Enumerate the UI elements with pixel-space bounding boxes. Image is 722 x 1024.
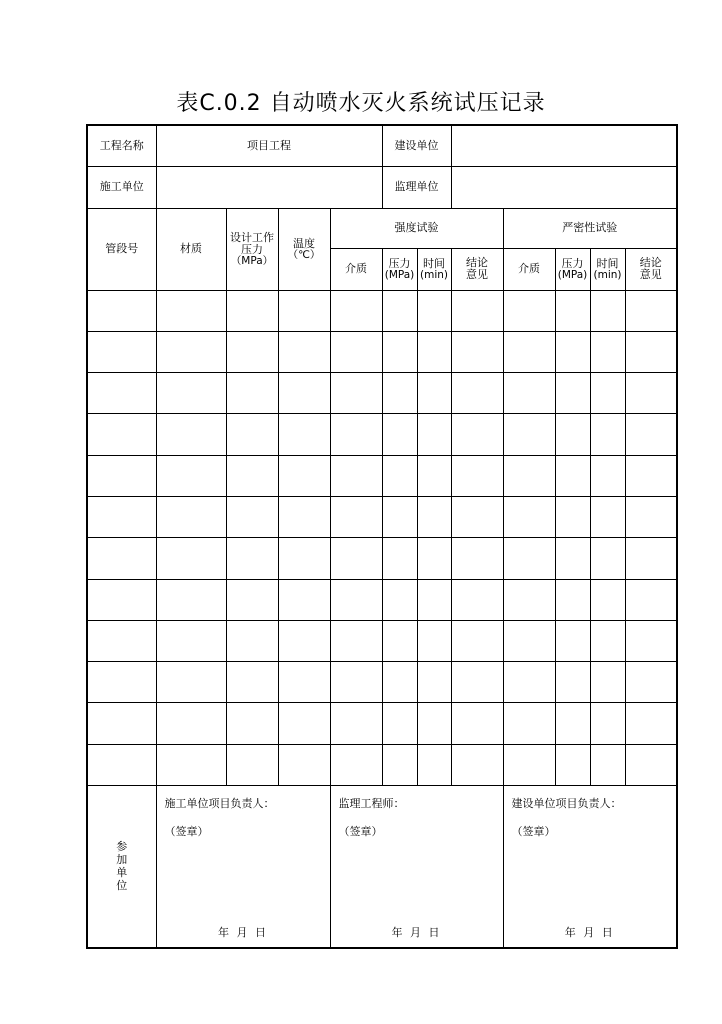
table-cell[interactable] xyxy=(382,331,417,372)
table-cell[interactable] xyxy=(451,538,503,579)
table-cell[interactable] xyxy=(382,290,417,331)
table-row xyxy=(87,538,677,579)
table-cell[interactable] xyxy=(625,703,677,744)
table-row xyxy=(87,290,677,331)
table-row xyxy=(87,414,677,455)
strength-pressure-unit: (MPa) xyxy=(384,268,415,281)
table-cell[interactable] xyxy=(87,455,156,496)
table-cell[interactable] xyxy=(226,620,278,661)
table-cell[interactable] xyxy=(278,290,330,331)
table-cell[interactable] xyxy=(555,579,590,620)
table-cell[interactable] xyxy=(278,703,330,744)
table-cell[interactable] xyxy=(330,414,382,455)
table-cell[interactable] xyxy=(503,579,555,620)
table-cell[interactable] xyxy=(555,538,590,579)
table-cell[interactable] xyxy=(87,703,156,744)
table-cell[interactable] xyxy=(625,579,677,620)
table-cell[interactable] xyxy=(555,414,590,455)
table-cell[interactable] xyxy=(417,662,451,703)
table-cell[interactable] xyxy=(87,620,156,661)
table-cell[interactable] xyxy=(278,744,330,785)
table-cell[interactable] xyxy=(330,331,382,372)
signature-title: 建设单位项目负责人： xyxy=(511,797,622,811)
signature-stamp: （签章） xyxy=(164,825,209,839)
table-cell[interactable] xyxy=(382,496,417,537)
participants-row xyxy=(87,786,677,948)
table-cell[interactable] xyxy=(503,620,555,661)
pressure-test-form xyxy=(86,124,678,949)
table-row xyxy=(87,331,677,372)
strength-conclusion-label: 结论意见 xyxy=(466,256,488,281)
table-cell[interactable] xyxy=(503,496,555,537)
table-cell[interactable] xyxy=(87,290,156,331)
tightness-pressure-label: 压力 xyxy=(561,256,584,270)
table-cell[interactable] xyxy=(278,496,330,537)
table-cell[interactable] xyxy=(156,290,226,331)
table-cell[interactable] xyxy=(226,703,278,744)
table-cell[interactable] xyxy=(278,331,330,372)
participants-label-cell xyxy=(87,786,156,948)
table-cell[interactable] xyxy=(590,703,625,744)
table-cell[interactable] xyxy=(625,331,677,372)
signature-date: 年 月 日 xyxy=(218,925,268,939)
signature-date: 年 月 日 xyxy=(564,925,615,939)
project-name-field[interactable]: 项目工程 xyxy=(156,125,382,166)
table-cell[interactable] xyxy=(87,331,156,372)
temperature-unit: （℃） xyxy=(287,248,321,261)
table-cell[interactable] xyxy=(417,331,451,372)
supervision-unit-label: 监理单位 xyxy=(382,166,451,208)
table-cell[interactable] xyxy=(382,703,417,744)
table-cell[interactable] xyxy=(382,744,417,785)
tightness-time-header xyxy=(590,248,625,290)
table-cell[interactable] xyxy=(625,373,677,414)
signature-stamp: （签章） xyxy=(511,825,556,839)
table-cell[interactable] xyxy=(451,662,503,703)
table-cell[interactable] xyxy=(451,620,503,661)
project-row xyxy=(87,125,677,166)
table-cell[interactable] xyxy=(382,579,417,620)
signature-title: 监理工程师： xyxy=(338,797,405,811)
table-cell[interactable] xyxy=(590,496,625,537)
table-cell[interactable] xyxy=(503,373,555,414)
design-pressure-unit: （MPa） xyxy=(230,254,274,267)
strength-pressure-header xyxy=(382,248,417,290)
construction-row xyxy=(87,166,677,208)
table-cell[interactable] xyxy=(555,662,590,703)
table-cell[interactable] xyxy=(555,620,590,661)
tightness-conclusion-label: 结论意见 xyxy=(639,256,662,281)
table-cell[interactable] xyxy=(417,373,451,414)
table-cell[interactable] xyxy=(226,744,278,785)
table-cell[interactable] xyxy=(590,579,625,620)
signature-stamp: （签章） xyxy=(338,825,383,839)
tightness-pressure-header xyxy=(555,248,590,290)
table-row xyxy=(87,496,677,537)
table-row xyxy=(87,373,677,414)
table-cell[interactable] xyxy=(278,373,330,414)
table-cell[interactable] xyxy=(278,620,330,661)
supervision-unit-field[interactable] xyxy=(451,166,677,208)
table-cell[interactable] xyxy=(278,538,330,579)
material-header: 材质 xyxy=(156,208,226,290)
table-cell[interactable] xyxy=(625,290,677,331)
table-cell[interactable] xyxy=(625,744,677,785)
tightness-conclusion-header xyxy=(625,248,677,290)
table-cell[interactable] xyxy=(278,579,330,620)
table-cell[interactable] xyxy=(382,455,417,496)
table-cell[interactable] xyxy=(156,579,226,620)
table-cell[interactable] xyxy=(590,455,625,496)
table-cell[interactable] xyxy=(555,703,590,744)
table-cell[interactable] xyxy=(382,538,417,579)
strength-conclusion-header xyxy=(451,248,503,290)
strength-time-unit: (min) xyxy=(420,268,448,281)
table-row xyxy=(87,744,677,785)
participants-label: 参加单位 xyxy=(116,840,128,893)
table-cell[interactable] xyxy=(330,662,382,703)
strength-time-header xyxy=(417,248,451,290)
signature-date: 年 月 日 xyxy=(391,925,442,939)
table-cell[interactable] xyxy=(87,414,156,455)
table-cell[interactable] xyxy=(503,662,555,703)
table-cell[interactable] xyxy=(590,744,625,785)
builder-unit-label: 建设单位 xyxy=(382,125,451,166)
table-cell[interactable] xyxy=(156,662,226,703)
project-name-label: 工程名称 xyxy=(87,125,156,166)
signature-title: 施工单位项目负责人： xyxy=(164,797,275,811)
table-cell[interactable] xyxy=(555,744,590,785)
table-row xyxy=(87,620,677,661)
table-row xyxy=(87,703,677,744)
table-cell[interactable] xyxy=(625,662,677,703)
table-cell[interactable] xyxy=(451,703,503,744)
table-cell[interactable] xyxy=(330,496,382,537)
table-cell[interactable] xyxy=(382,662,417,703)
table-cell[interactable] xyxy=(590,620,625,661)
construction-unit-field[interactable] xyxy=(156,166,382,208)
table-cell[interactable] xyxy=(590,414,625,455)
table-cell[interactable] xyxy=(590,290,625,331)
table-cell[interactable] xyxy=(451,744,503,785)
table-cell[interactable] xyxy=(87,579,156,620)
table-cell[interactable] xyxy=(451,496,503,537)
table-cell[interactable] xyxy=(625,620,677,661)
table-cell[interactable] xyxy=(417,290,451,331)
table-cell[interactable] xyxy=(451,373,503,414)
table-cell[interactable] xyxy=(87,744,156,785)
table-cell[interactable] xyxy=(451,579,503,620)
table-cell[interactable] xyxy=(382,373,417,414)
table-cell[interactable] xyxy=(330,744,382,785)
table-cell[interactable] xyxy=(330,703,382,744)
table-cell[interactable] xyxy=(590,538,625,579)
table-cell[interactable] xyxy=(555,290,590,331)
strength-test-header: 强度试验 xyxy=(330,208,503,248)
table-row xyxy=(87,455,677,496)
table-cell[interactable] xyxy=(417,496,451,537)
table-cell[interactable] xyxy=(382,414,417,455)
table-row xyxy=(87,579,677,620)
table-cell[interactable] xyxy=(330,538,382,579)
table-cell[interactable] xyxy=(625,455,677,496)
strength-time-label: 时间 xyxy=(423,256,445,270)
strength-medium-header: 介质 xyxy=(330,248,382,290)
tightness-test-header: 严密性试验 xyxy=(503,208,677,248)
strength-pressure-label: 压力 xyxy=(388,256,411,270)
table-cell[interactable] xyxy=(417,579,451,620)
table-cell[interactable] xyxy=(417,414,451,455)
table-cell[interactable] xyxy=(451,414,503,455)
table-cell[interactable] xyxy=(503,455,555,496)
table-cell[interactable] xyxy=(156,703,226,744)
table-cell[interactable] xyxy=(278,455,330,496)
table-cell[interactable] xyxy=(503,744,555,785)
table-cell[interactable] xyxy=(156,538,226,579)
table-cell[interactable] xyxy=(330,373,382,414)
temperature-header xyxy=(278,208,330,290)
table-cell[interactable] xyxy=(417,538,451,579)
signature-construction[interactable] xyxy=(156,786,330,948)
table-cell[interactable] xyxy=(417,744,451,785)
table-cell[interactable] xyxy=(382,620,417,661)
tightness-medium-header: 介质 xyxy=(503,248,555,290)
table-cell[interactable] xyxy=(226,455,278,496)
builder-unit-field[interactable] xyxy=(451,125,677,166)
table-cell[interactable] xyxy=(156,455,226,496)
table-cell[interactable] xyxy=(503,414,555,455)
table-cell[interactable] xyxy=(555,373,590,414)
table-cell[interactable] xyxy=(330,579,382,620)
table-cell[interactable] xyxy=(555,331,590,372)
table-cell[interactable] xyxy=(226,538,278,579)
pipe-section-header: 管段号 xyxy=(87,208,156,290)
header-row-1 xyxy=(87,208,677,248)
table-cell[interactable] xyxy=(226,662,278,703)
table-cell[interactable] xyxy=(417,703,451,744)
table-cell[interactable] xyxy=(278,662,330,703)
table-row xyxy=(87,662,677,703)
table-cell[interactable] xyxy=(330,290,382,331)
table-cell[interactable] xyxy=(625,538,677,579)
table-cell[interactable] xyxy=(417,455,451,496)
table-cell[interactable] xyxy=(156,744,226,785)
table-cell[interactable] xyxy=(226,414,278,455)
table-cell[interactable] xyxy=(590,373,625,414)
table-cell[interactable] xyxy=(226,373,278,414)
table-cell[interactable] xyxy=(87,496,156,537)
table-cell[interactable] xyxy=(451,331,503,372)
table-cell[interactable] xyxy=(330,455,382,496)
page-title: 表C.0.2 自动喷水灭火系统试压记录 xyxy=(176,91,546,116)
tightness-time-label: 时间 xyxy=(596,256,619,270)
table-cell[interactable] xyxy=(555,496,590,537)
table-cell[interactable] xyxy=(503,331,555,372)
table-cell[interactable] xyxy=(503,703,555,744)
construction-unit-label: 施工单位 xyxy=(87,166,156,208)
temperature-label: 温度 xyxy=(293,236,315,250)
table-cell[interactable] xyxy=(87,538,156,579)
table-cell[interactable] xyxy=(278,414,330,455)
table-cell[interactable] xyxy=(87,662,156,703)
table-cell[interactable] xyxy=(625,414,677,455)
table-cell[interactable] xyxy=(451,455,503,496)
table-cell[interactable] xyxy=(417,620,451,661)
table-cell[interactable] xyxy=(625,496,677,537)
design-pressure-header xyxy=(226,208,278,290)
signature-builder[interactable] xyxy=(503,786,677,948)
table-cell[interactable] xyxy=(330,620,382,661)
table-cell[interactable] xyxy=(156,496,226,537)
tightness-time-unit: (min) xyxy=(593,268,622,281)
table-cell[interactable] xyxy=(451,290,503,331)
table-cell[interactable] xyxy=(555,455,590,496)
table-cell[interactable] xyxy=(226,579,278,620)
table-cell[interactable] xyxy=(156,620,226,661)
tightness-pressure-unit: (MPa) xyxy=(557,268,588,281)
table-cell[interactable] xyxy=(87,373,156,414)
table-cell[interactable] xyxy=(590,662,625,703)
table-cell[interactable] xyxy=(156,373,226,414)
signature-supervision[interactable] xyxy=(330,786,503,948)
table-cell[interactable] xyxy=(226,290,278,331)
table-cell[interactable] xyxy=(503,290,555,331)
table-cell[interactable] xyxy=(503,538,555,579)
table-cell[interactable] xyxy=(156,414,226,455)
table-cell[interactable] xyxy=(156,331,226,372)
design-pressure-label: 设计工作压力 xyxy=(230,230,274,256)
table-cell[interactable] xyxy=(590,331,625,372)
table-cell[interactable] xyxy=(226,496,278,537)
table-cell[interactable] xyxy=(226,331,278,372)
